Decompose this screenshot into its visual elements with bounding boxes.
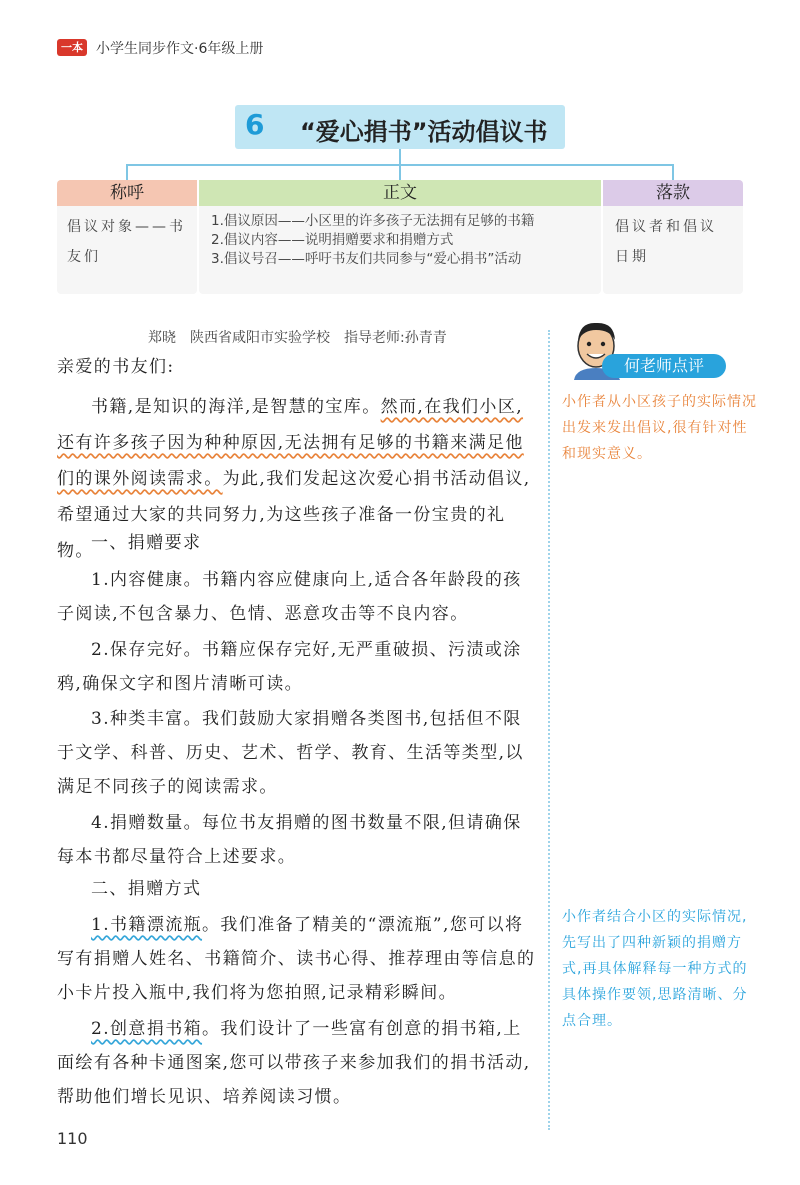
section-heading-2: 二、捐赠方式 <box>91 879 202 899</box>
paragraph-1-a: 书籍,是知识的海洋,是智慧的宝库。 <box>91 397 381 417</box>
paragraph-1-c: 为此,我们发起这次爱心捐书活动倡议,希望通过大家的共同努力,为这些孩子准备一份宝贵的礼物。 <box>57 469 531 561</box>
page-number: 110 <box>57 1129 88 1148</box>
teacher-comment-tag: 何老师点评 <box>602 354 726 378</box>
tree-leg-mid <box>399 164 401 180</box>
method-1-text: 。我们准备了精美的“漂流瓶”,您可以将写有捐赠人姓名、书籍简介、读书心得、推荐理由等信息的小卡片投入瓶中,我们将为您拍照,记录精彩瞬间。 <box>57 915 536 1003</box>
main-item-1: 1.倡议原因——小区里的许多孩子无法拥有足够的书籍 <box>211 213 535 229</box>
salutation-body <box>57 206 197 294</box>
method-1 <box>57 908 537 1010</box>
requirement-4: 4.捐赠数量。每位书友捐赠的图书数量不限,但请确保每本书都尽量符合上述要求。 <box>57 813 522 867</box>
chapter-title: “爱心捐书”活动倡议书 <box>300 118 548 146</box>
main-item-2: 2.倡议内容——说明捐赠要求和捐赠方式 <box>211 232 454 248</box>
signature-head: 落款 <box>603 180 743 206</box>
paragraph-1-highlight: 然而,在我们小区,还有许多孩子因为种种原因,无法拥有足够的书籍来满足他们的课外阅读需求。 <box>57 397 524 489</box>
method-2 <box>57 1012 537 1114</box>
signature-text: 倡议者和倡议日期 <box>615 219 717 265</box>
tree-leg-left <box>126 164 128 180</box>
method-2-title: 2.创意捐书箱 <box>91 1019 203 1039</box>
salutation-head: 称呼 <box>57 180 197 206</box>
tree-leg-right <box>672 164 674 180</box>
requirement-1: 1.内容健康。书籍内容应健康向上,适合各年龄段的孩子阅读,不包含暴力、色情、恶意攻击等不良内容。 <box>57 570 522 624</box>
comment-2: 小作者结合小区的实际情况,先写出了四种新颖的捐赠方式,再具体解释每一种方式的具体操作要领,思路清晰、分点合理。 <box>562 909 748 1029</box>
greeting: 亲爱的书友们: <box>57 357 175 377</box>
chapter-number: 6 <box>245 108 265 141</box>
section-heading-1: 一、捐赠要求 <box>91 533 202 553</box>
main-text-head: 正文 <box>199 180 601 206</box>
signature-body <box>603 206 743 294</box>
sidebar-divider <box>548 330 550 1130</box>
main-text-body <box>199 206 601 294</box>
comment-1: 小作者从小区孩子的实际情况出发来发出倡议,很有针对性和现实意义。 <box>562 394 757 462</box>
book-title: 小学生同步作文·6年级上册 <box>96 41 264 57</box>
requirement-3: 3.种类丰富。我们鼓励大家捐赠各类图书,包括但不限于文学、科普、历史、艺术、哲学、教育、生活等类型,以满足不同孩子的阅读需求。 <box>57 709 524 797</box>
method-2-text: 。我们设计了一些富有创意的捐书箱,上面绘有各种卡通图案,您可以带孩子来参加我们的捐书活动,帮助他们增长见识、培养阅读习惯。 <box>57 1019 531 1107</box>
book-badge: 一本 <box>57 39 87 56</box>
author-line: 郑晓 陕西省咸阳市实验学校 指导老师:孙青青 <box>148 330 447 346</box>
method-1-title: 1.书籍漂流瓶 <box>91 915 203 935</box>
tree-stem <box>399 149 401 165</box>
main-item-3: 3.倡议号召——呼吁书友们共同参与“爱心捐书”活动 <box>211 251 522 267</box>
salutation-text: 倡议对象——书友们 <box>67 219 186 265</box>
requirement-2: 2.保存完好。书籍应保存完好,无严重破损、污渍或涂鸦,确保文字和图片清晰可读。 <box>57 640 522 694</box>
